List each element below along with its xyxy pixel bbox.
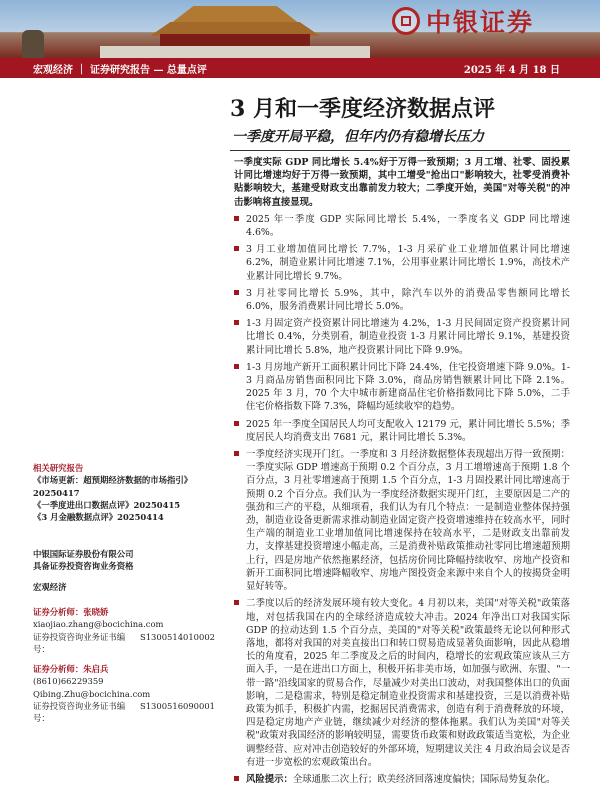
bullet-item	[230, 243, 570, 283]
analyst-info	[33, 606, 215, 725]
company-name: 中银国际证券股份有限公司	[33, 549, 134, 559]
bronze-lion	[22, 30, 44, 58]
bullet-item	[230, 418, 570, 444]
company-info	[33, 548, 215, 593]
analyst-email[interactable]: Qibing.Zhu@bocichina.com	[33, 688, 151, 699]
palace-roof	[170, 6, 300, 24]
palace-stairs	[100, 46, 370, 58]
report-category: 宏观经济 ｜ 证券研究报告 — 总量点评	[33, 65, 207, 76]
bullet-text: 二季度以后的经济发展环境有较大变化。4 月初以来，美国"对等关税"政策落地，对包括我国在内的全球经济造成较大冲击。2024 年净出口对我国实际 GDP 的拉动达到 1.5 个百分点，美国的"对等关税"政策最终无论以何种形式落地，都将对我国的对美直接出口和转口贸易造成显著负面影响，因此从稳增长的角度看，2025 年二季度及之后的时间内，稳增长的宏观政策应该从三方面入手，一是在进出口方面上，积极开拓非美市场，如加强与欧洲、东盟、"一带一路"沿线国家的贸易合作，尽量减少对美出口波动，对我国整体出口的负面影响，二是稳需求，特别是稳定制造业投资需求和基建投资，三是以消费补贴政策为抓手，积极扩内需，挖掘居民消费需求，创造有利于消费释放的环境，四是稳定房地产产业链，继续减少对经济的整体拖累。我们认为美国"对等关税"政策对我国经济的影响较明显，需要货币政策和财政政策适当宽松，为企业调整经营、应对冲击创造较好的外部环境，短期建议关注 4 月政治局会议是否有进一步宽松的宏观政策出台。	[246, 598, 570, 768]
analyst-email[interactable]: xiaojiao.zhang@bocichina.com	[33, 619, 164, 630]
bullet-text: 1-3 月房地产新开工面积累计同比下降 24.4%，住宅投资增速下降 9.0%。1-3 月商品房销售面积同比下降 3.0%，商品房销售额累计同比下降 2.1%。2025 年 3 月，70 个大中城市新建商品住宅价格指数同比下降 5.0%，二手住宅价格指数下降 7.3%，降幅均延续收窄的趋势。	[246, 361, 570, 413]
bullet-square-icon	[234, 451, 239, 456]
cert-number: S1300516090001	[139, 701, 215, 712]
report-subtitle: 一季度开局平稳，但年内仍有稳增长压力	[232, 129, 484, 145]
report-title: 3 月和一季度经济数据点评	[230, 96, 495, 122]
sector-label: 宏观经济	[33, 581, 67, 592]
bullet-item	[230, 597, 570, 769]
bullet-square-icon	[234, 776, 239, 781]
bullet-text: 一季度经济实现开门红。一季度和 3 月经济数据整体表现超出万得一致预期：一季度实际 GDP 增速高于预期 0.2 个百分点，3 月工增增速高于预期 1.8 个百分点，3 月社零增速高于预期 1.5 个百分点，1-3 月固投累计同比增速高于预期 0.2 个百分点。我们认为一季度经济数据实现开门红，主要原因是二产的强劲和三产的平稳，从细项看，我们认为有几个特点：一是制造业整体保持强劲，制造业设备更新需求推动制造业固定资产投资增速维持在较高水平，同时生产端的制造业工业增加值同比增速保持在较高水平，二是财政支出靠前发力，支撑基建投资增速小幅走高，三是消费补贴政策推动社零同比增速超预期上行，四是房地产依然拖累经济，包括房价同比降幅持续收窄、房地产投资和新开工面积同比增速降幅收窄、房地产图投资金来源中来自个人的按揭贷金明显好转等。	[246, 449, 570, 593]
analyst-cert	[33, 700, 215, 725]
bullet-square-icon	[234, 600, 239, 605]
risk-label: 风险提示：	[246, 773, 293, 785]
bullet-item	[230, 317, 570, 357]
bullet-item	[230, 361, 570, 414]
bullet-text: 2025 年一季度 GDP 实际同比增长 5.4%，一季度名义 GDP 同比增速 4.6%。	[246, 213, 570, 239]
header-banner-image	[0, 0, 600, 58]
related-reports	[33, 462, 215, 523]
cert-label: 证券投资咨询业务证书编号：	[33, 701, 126, 724]
main-content	[230, 156, 570, 790]
related-report-link[interactable]: 《一季度进出口数据点评》20250415	[33, 499, 181, 510]
boc-logo-icon	[392, 7, 420, 35]
bullet-item	[230, 213, 570, 239]
analyst-phone: (8610)66229359	[33, 676, 104, 687]
bullet-square-icon	[234, 421, 239, 426]
bullet-item	[230, 448, 570, 593]
bullet-item	[230, 287, 570, 313]
logo-text: 中银证券	[426, 8, 535, 37]
related-report-link[interactable]: 《市场更新：超预期经济数据的市场指引》20250417	[33, 475, 193, 498]
bullet-text: 2025 年一季度全国居民人均可支配收入 12179 元，累计同比增长 5.5%；季度居民人均消费支出 7681 元，累计同比增长 5.3%。	[246, 418, 570, 443]
bullet-square-icon	[234, 246, 239, 251]
qualification: 具备证券投资咨询业务资格	[33, 561, 134, 572]
report-date: 2025 年 4 月 18 日	[463, 65, 560, 76]
category-bar	[0, 58, 600, 78]
bullet-square-icon	[234, 320, 239, 325]
title-divider	[230, 150, 570, 151]
cert-label: 证券投资咨询业务证书编号：	[33, 631, 126, 654]
risk-item	[230, 773, 570, 786]
bullet-square-icon	[234, 290, 239, 295]
summary-paragraph: 一季度实际 GDP 同比增长 5.4%好于万得一致预期；3 月工增、社零、固投累计同比增速均好于万得一致预期，其中工增受"抢出口"影响较大，社零受消费补贴影响较大，基建受财政支出靠前发力较大；二季度开始，美国"对等关税"的冲击影响将直接显现。	[234, 157, 570, 208]
analyst-cert	[33, 631, 215, 656]
bullet-text: 3 月社零同比增长 5.9%，其中，除汽车以外的消费品零售额同比增长 6.0%，服务消费累计同比增长 5.0%。	[246, 287, 570, 313]
bullet-square-icon	[234, 216, 239, 221]
related-heading: 相关研究报告	[33, 463, 84, 473]
analyst-name: 证券分析师：朱启兵	[33, 664, 109, 675]
risk-text: 全球通胀二次上行；欧美经济回落速度偏快；国际局势复杂化。	[292, 773, 556, 785]
key-points-list	[230, 213, 570, 786]
bullet-text: 1-3 月固定资产投资累计同比增速为 4.2%，1-3 月民间固定资产投资累计同比增长 0.4%，分类别看，制造业投资 1-3 月累计同比增长 9.1%，基建投资累计同比增长 5.8%，地产投资累计同比下降 9.9%。	[246, 318, 570, 356]
bullet-text: 3 月工业增加值同比增长 7.7%，1-3 月采矿业工业增加值累计同比增速 6.2%，制造业累计同比增速 7.1%，公用事业累计同比增长 1.9%，高技术产业累计同比增长 9.7%。	[246, 244, 570, 282]
boc-logo	[392, 3, 534, 39]
bullet-square-icon	[234, 364, 239, 369]
cert-number: S1300514010002	[139, 631, 215, 642]
analyst-name: 证券分析师：张晓娇	[33, 607, 109, 617]
related-report-link[interactable]: 《3 月金融数据点评》20250414	[33, 512, 164, 523]
